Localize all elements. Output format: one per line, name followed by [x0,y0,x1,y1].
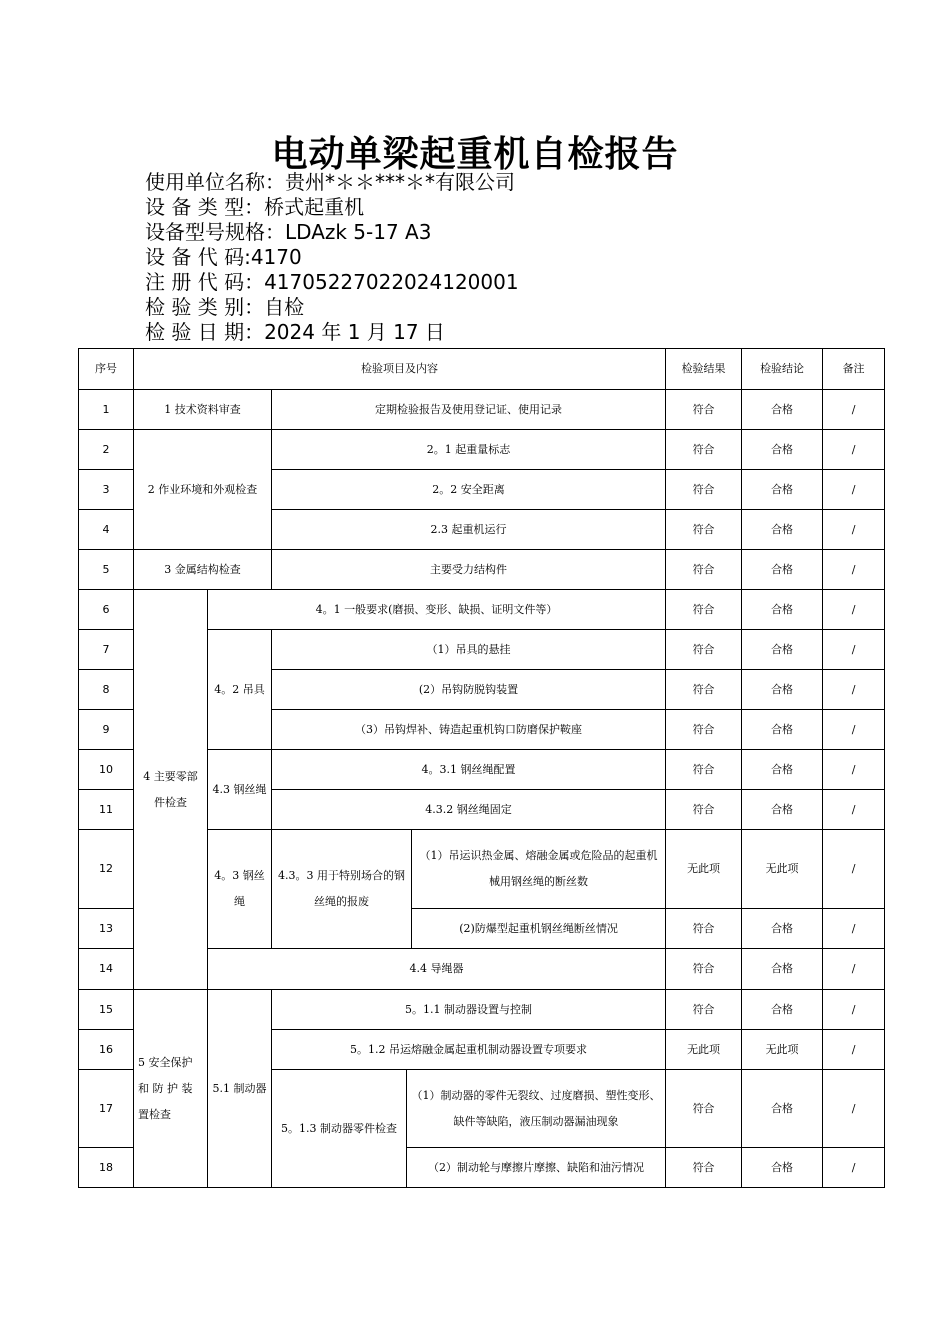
row-item: (2)防爆型起重机钢丝绳断丝情况 [412,909,666,949]
info-inspection-type [145,295,519,320]
row-result: 符合 [666,630,742,670]
row-result: 符合 [666,949,742,990]
row-item: 定期检验报告及使用登记证、使用记录 [272,390,666,430]
row-item: （1）吊运识热金属、熔融金属或危险品的起重机械用钢丝绳的断丝数 [412,830,666,909]
header-item: 检验项目及内容 [134,349,666,390]
table-row [79,550,885,590]
row-result: 符合 [666,790,742,830]
row-result: 符合 [666,430,742,470]
info-label: 注 册 代 码： [145,270,265,294]
row-item: (2）吊钩防脱钩装置 [272,670,666,710]
row-seq: 1 [79,390,134,430]
info-label: 使用单位名称： [145,170,285,194]
row-conclusion: 合格 [742,430,823,470]
row-conclusion: 合格 [742,1148,823,1188]
group-metal-structure: 3 金属结构检查 [134,550,272,590]
row-conclusion: 合格 [742,949,823,990]
group-wire-rope: 4.3 钢丝绳 [208,750,272,830]
row-result: 无此项 [666,1030,742,1070]
info-block [145,170,519,345]
row-item: 主要受力结构件 [272,550,666,590]
row-item: 2.3 起重机运行 [272,510,666,550]
info-registration-code [145,270,519,295]
row-seq: 8 [79,670,134,710]
info-value: 2024 年 1 月 17 日 [264,320,445,344]
info-label: 设 备 类 型： [145,195,265,219]
row-remark: / [823,1070,885,1148]
row-item: 5。1.1 制动器设置与控制 [272,990,666,1030]
table-row [79,590,885,630]
row-seq: 6 [79,590,134,630]
row-remark: / [823,630,885,670]
row-result: 符合 [666,470,742,510]
row-seq: 5 [79,550,134,590]
info-equipment-type [145,195,519,220]
info-value: 41705227022024120001 [264,270,519,294]
info-user-unit [145,170,519,195]
group-brake-parts: 5。1.3 制动器零件检查 [272,1070,407,1188]
row-seq: 18 [79,1148,134,1188]
row-item: 4。1 一般要求(磨损、变形、缺损、证明文件等） [208,590,666,630]
row-remark: / [823,790,885,830]
info-model-spec [145,220,519,245]
header-result: 检验结果 [666,349,742,390]
row-seq: 3 [79,470,134,510]
header-remark: 备注 [823,349,885,390]
row-result: 无此项 [666,830,742,909]
row-item: （3）吊钩焊补、铸造起重机钩口防磨保护鞍座 [272,710,666,750]
row-item: （1）吊具的悬挂 [272,630,666,670]
row-result: 符合 [666,590,742,630]
row-conclusion: 合格 [742,790,823,830]
row-item: 4.4 导绳器 [208,949,666,990]
row-conclusion: 合格 [742,630,823,670]
header-seq: 序号 [79,349,134,390]
row-conclusion: 合格 [742,990,823,1030]
info-value: 桥式起重机 [264,195,365,219]
row-seq: 16 [79,1030,134,1070]
row-conclusion: 合格 [742,909,823,949]
row-seq: 13 [79,909,134,949]
inspection-table [78,348,885,1188]
info-label: 设备型号规格： [145,220,285,244]
table-header-row [79,349,885,390]
row-remark: / [823,949,885,990]
row-remark: / [823,1148,885,1188]
report-title: 电动单梁起重机自检报告 [271,134,679,175]
table-row [79,390,885,430]
row-remark: / [823,590,885,630]
row-result: 符合 [666,510,742,550]
row-item: 2。1 起重量标志 [272,430,666,470]
row-remark: / [823,470,885,510]
row-conclusion: 合格 [742,1070,823,1148]
row-seq: 14 [79,949,134,990]
row-result: 符合 [666,990,742,1030]
row-remark: / [823,750,885,790]
row-result: 符合 [666,710,742,750]
row-item: 4。3.1 钢丝绳配置 [272,750,666,790]
group-main-parts: 4 主要零部件检查 [134,590,208,990]
row-seq: 7 [79,630,134,670]
info-value: LDAzk 5-17 A3 [285,220,432,244]
row-result: 符合 [666,1148,742,1188]
row-result: 符合 [666,750,742,790]
group-wire-rope-special: 4。3 钢丝绳 [208,830,272,949]
row-remark: / [823,710,885,750]
row-seq: 10 [79,750,134,790]
row-remark: / [823,670,885,710]
group-wire-rope-scrap: 4.3。3 用于特别场合的钢丝绳的报废 [272,830,412,949]
row-result: 符合 [666,1070,742,1148]
row-remark: / [823,430,885,470]
row-conclusion: 合格 [742,750,823,790]
row-remark: / [823,510,885,550]
row-result: 符合 [666,909,742,949]
row-seq: 15 [79,990,134,1030]
info-value: 自检 [264,295,305,319]
row-seq: 11 [79,790,134,830]
row-item: 2。2 安全距离 [272,470,666,510]
row-remark: / [823,390,885,430]
table-row [79,430,885,470]
group-safety-protection: 5 安全保护和 防 护 装置检查 [134,990,208,1188]
info-label: 设 备 代 码: [145,245,251,269]
table-row [79,990,885,1030]
group-brake: 5.1 制动器 [208,990,272,1188]
row-conclusion: 合格 [742,710,823,750]
row-result: 符合 [666,390,742,430]
row-conclusion: 无此项 [742,1030,823,1070]
info-inspection-date [145,320,519,345]
row-result: 符合 [666,550,742,590]
row-result: 符合 [666,670,742,710]
row-remark: / [823,909,885,949]
header-conclusion: 检验结论 [742,349,823,390]
group-tech-docs: 1 技术资料审查 [134,390,272,430]
row-conclusion: 合格 [742,470,823,510]
row-remark: / [823,1030,885,1070]
row-seq: 12 [79,830,134,909]
row-conclusion: 合格 [742,590,823,630]
group-environment: 2 作业环境和外观检查 [134,430,272,550]
row-seq: 9 [79,710,134,750]
row-item: 5。1.2 吊运熔融金属起重机制动器设置专项要求 [272,1030,666,1070]
row-item: 4.3.2 钢丝绳固定 [272,790,666,830]
info-value: 4170 [250,245,302,269]
group-lifting-gear: 4。2 吊具 [208,630,272,750]
row-seq: 4 [79,510,134,550]
info-value: 贵州*＊＊***＊*有限公司 [285,170,515,194]
row-remark: / [823,990,885,1030]
row-item: （1）制动器的零件无裂纹、过度磨损、塑性变形、缺件等缺陷，液压制动器漏油现象 [407,1070,666,1148]
row-seq: 2 [79,430,134,470]
row-item: （2）制动轮与摩擦片摩擦、缺陷和油污情况 [407,1148,666,1188]
row-remark: / [823,830,885,909]
row-remark: / [823,550,885,590]
row-conclusion: 合格 [742,550,823,590]
info-label: 检 验 日 期： [145,320,265,344]
info-label: 检 验 类 别： [145,295,265,319]
row-conclusion: 合格 [742,670,823,710]
row-conclusion: 无此项 [742,830,823,909]
info-equipment-code [145,245,519,270]
row-conclusion: 合格 [742,390,823,430]
row-seq: 17 [79,1070,134,1148]
row-conclusion: 合格 [742,510,823,550]
